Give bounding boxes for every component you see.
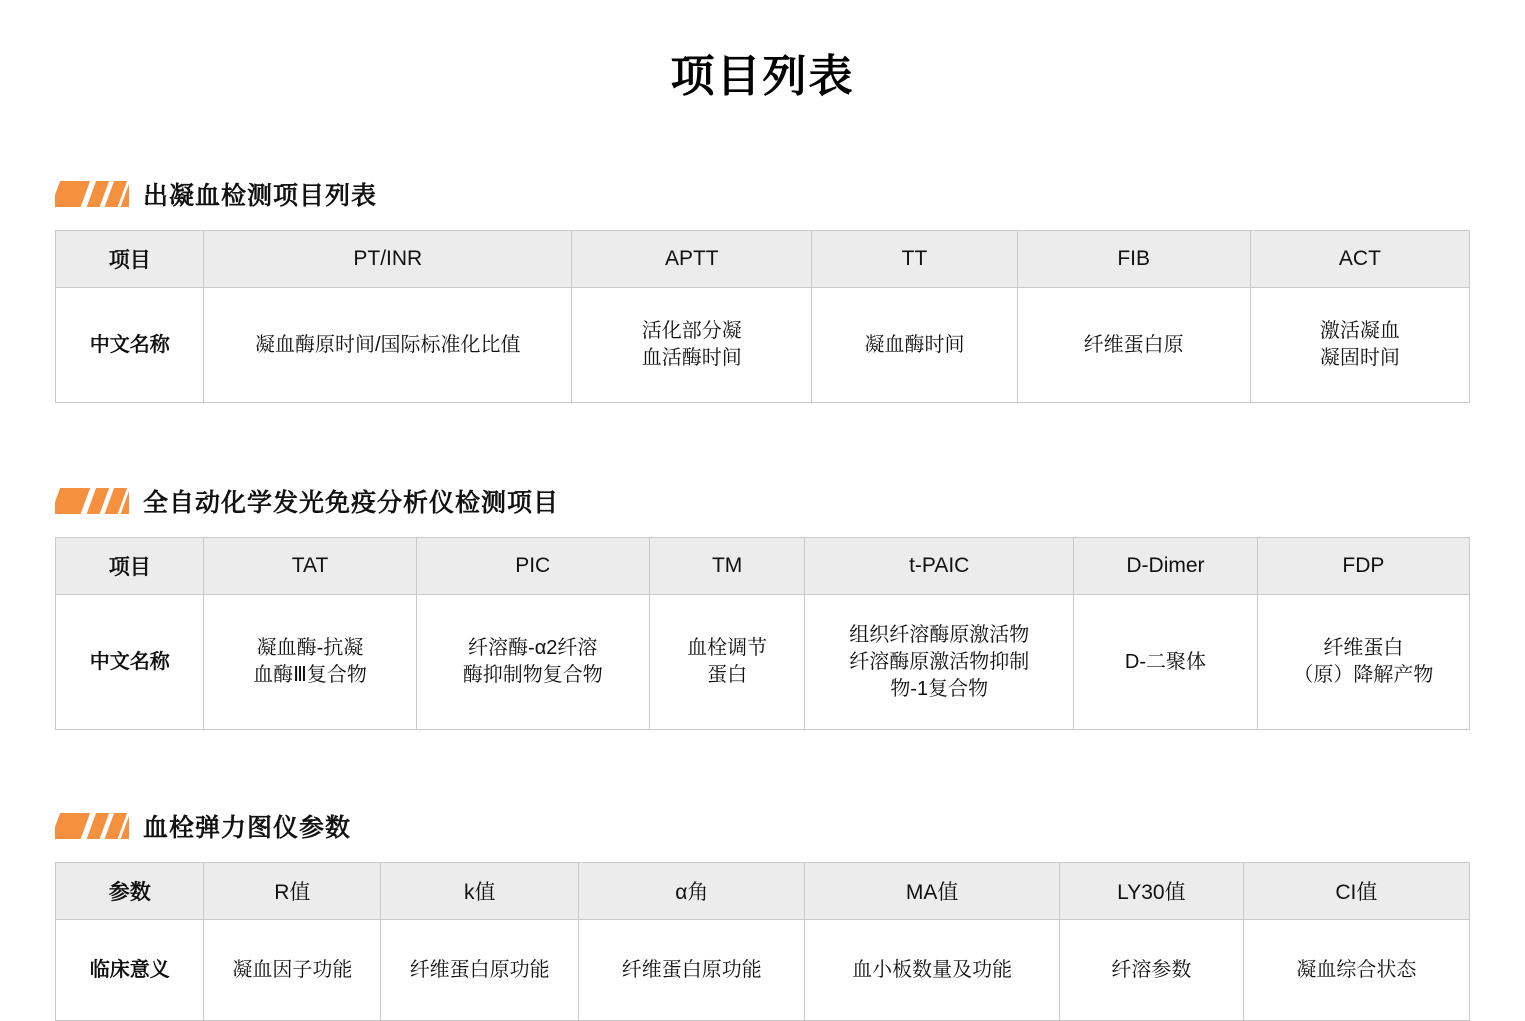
table-coagulation-tests [55,230,1470,403]
table-cell: 纤维蛋白原功能 [579,920,805,1021]
section-title: 全自动化学发光免疫分析仪检测项目 [143,489,560,517]
column-header: R值 [204,863,381,920]
table-header-row [56,538,1470,595]
table-cell: 凝血酶-抗凝 血酶Ⅲ复合物 [204,595,416,730]
table-cell: 纤维蛋白原 [1017,288,1250,403]
slash-marks-icon [55,181,129,207]
table-cell: 纤维蛋白原功能 [381,920,579,1021]
table-cell: 凝血综合状态 [1243,920,1469,1021]
section-title: 出凝血检测项目列表 [143,182,378,210]
page-title: 项目列表 [670,52,855,101]
column-header: MA值 [805,863,1060,920]
column-header: D-Dimer [1074,538,1258,595]
table-row [56,920,1470,1021]
column-header: TM [649,538,805,595]
column-header: CI值 [1243,863,1469,920]
table-cell: D-二聚体 [1074,595,1258,730]
column-header: 项目 [56,538,204,595]
slash-marks-icon [55,488,129,514]
table-teg-parameters [55,862,1470,1021]
section-header [55,808,1470,844]
column-header: ACT [1250,231,1469,288]
table-cell: 凝血酶时间 [812,288,1017,403]
table-cell: 激活凝血 凝固时间 [1250,288,1469,403]
section-chemiluminescence-tests [55,483,1470,730]
column-header: k值 [381,863,579,920]
row-label: 中文名称 [56,595,204,730]
column-header: 项目 [56,231,204,288]
table-chemiluminescence-tests [55,537,1470,730]
row-label: 临床意义 [56,920,204,1021]
table-row [56,595,1470,730]
column-header: α角 [579,863,805,920]
table-cell: 血小板数量及功能 [805,920,1060,1021]
table-header-row [56,863,1470,920]
column-header: LY30值 [1059,863,1243,920]
table-cell: 组织纤溶酶原激活物 纤溶酶原激活物抑制 物-1复合物 [805,595,1074,730]
column-header: FIB [1017,231,1250,288]
column-header: 参数 [56,863,204,920]
column-header: TAT [204,538,416,595]
section-header [55,483,1470,519]
table-row [56,288,1470,403]
row-label: 中文名称 [56,288,204,403]
table-header-row [56,231,1470,288]
column-header: FDP [1257,538,1469,595]
table-cell: 凝血酶原时间/国际标准化比值 [204,288,572,403]
column-header: APTT [572,231,812,288]
section-header [55,176,1470,212]
table-cell: 纤维蛋白 （原）降解产物 [1257,595,1469,730]
column-header: TT [812,231,1017,288]
column-header: t-PAIC [805,538,1074,595]
column-header: PIC [416,538,649,595]
table-cell: 血栓调节 蛋白 [649,595,805,730]
slash-marks-icon [55,813,129,839]
section-teg-parameters [55,808,1470,1021]
table-cell: 纤溶酶-α2纤溶 酶抑制物复合物 [416,595,649,730]
section-coagulation-tests [55,176,1470,403]
table-cell: 活化部分凝 血活酶时间 [572,288,812,403]
table-cell: 凝血因子功能 [204,920,381,1021]
section-title: 血栓弹力图仪参数 [143,814,352,842]
table-cell: 纤溶参数 [1059,920,1243,1021]
slide-page [0,40,1525,990]
column-header: PT/INR [204,231,572,288]
